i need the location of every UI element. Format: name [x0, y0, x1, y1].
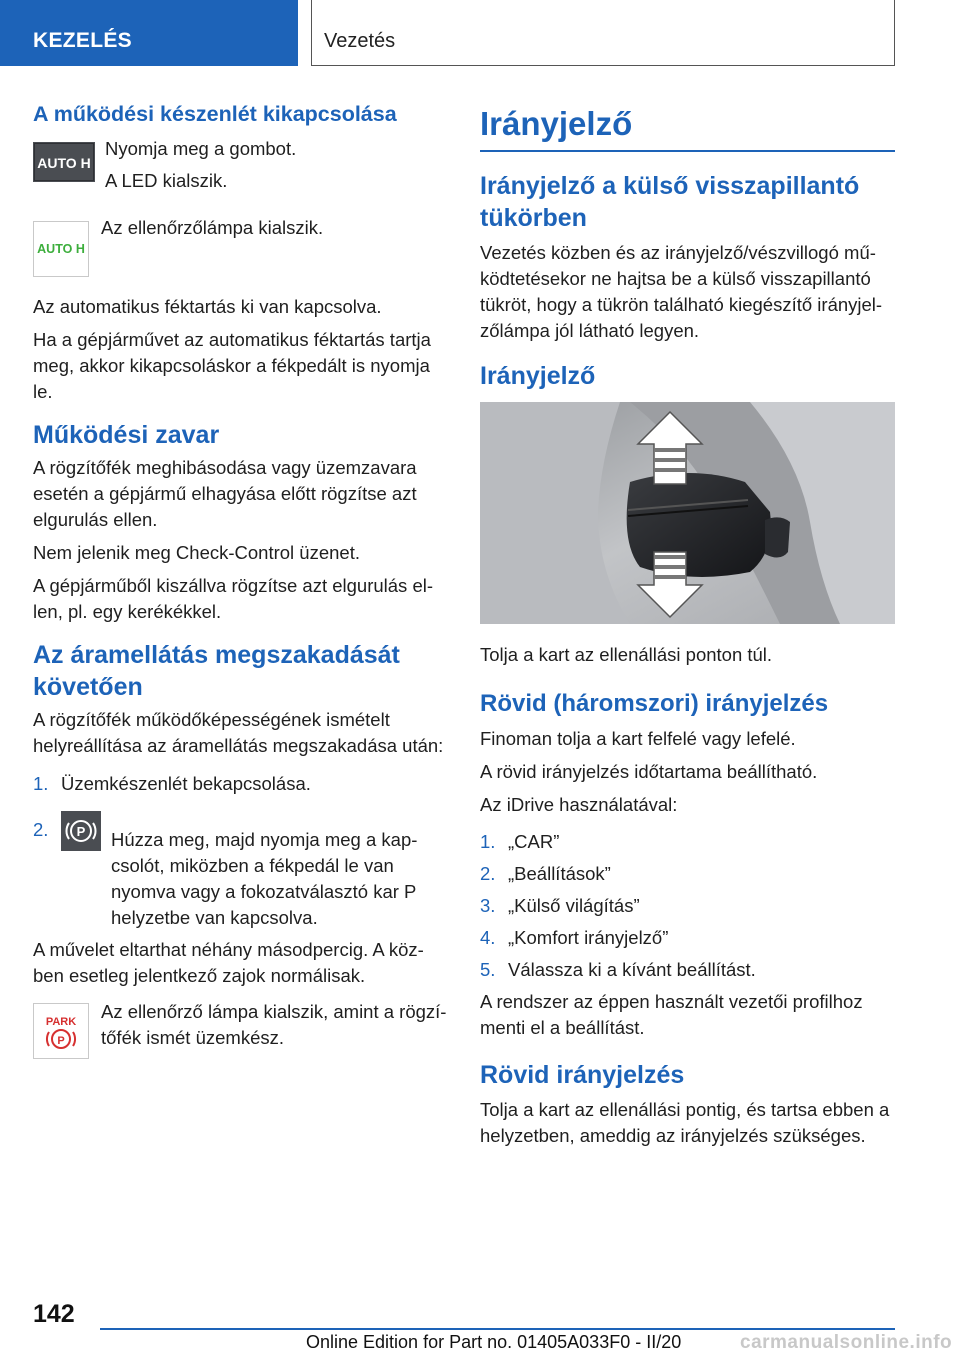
- park-indicator-label: PARK: [45, 1016, 77, 1028]
- menu-path-car: „CAR”: [508, 831, 560, 852]
- left-column: [33, 100, 447, 1064]
- menu-path-settings: „Beállítások”: [508, 863, 611, 884]
- svg-text:P: P: [76, 824, 86, 839]
- heading-brief-signal: Rövid irányjelzés: [480, 1061, 685, 1089]
- step-2-content: [61, 811, 447, 931]
- edition-text: Online Edition for Part no. 01405A033F0 - II/20: [306, 1332, 682, 1352]
- park-lamp-row: [33, 999, 447, 1064]
- step-number: 4.: [480, 927, 496, 948]
- svg-text:P: P: [57, 1035, 65, 1047]
- auto-h-button-label: AUTO H: [37, 155, 91, 171]
- list-item: [480, 893, 895, 919]
- auto-h-lamp-row: [33, 215, 447, 282]
- page-header: [0, 0, 960, 66]
- step-number: 5.: [480, 959, 496, 980]
- menu-path-comfort-signal: „Komfort irányjelző”: [508, 927, 669, 948]
- parking-brake-switch-icon: [61, 811, 101, 856]
- list-item: [480, 957, 895, 983]
- step-body: [61, 811, 447, 931]
- step-number: 2.: [33, 819, 49, 840]
- autohold-off-text: Az automatikus féktartás ki van kapcsolva.: [33, 296, 382, 317]
- triple-signal-text-1: Finoman tolja a kart felfelé vagy lefelé.: [480, 728, 796, 749]
- heading-turn-signal-2: Irányjelző: [480, 362, 596, 390]
- heading-power-interruption: Az áramellátás megszakadását követően: [33, 641, 400, 701]
- auto-h-indicator-icon: [33, 221, 89, 282]
- malfunction-text-3: A gépjárműből kiszállva rögzítse azt elgurulás el-len, pl. egy kerékékkel.: [33, 575, 433, 622]
- idrive-text: Az iDrive használatával:: [480, 794, 678, 815]
- section-tab: KEZELÉS: [0, 0, 298, 66]
- step-text: Üzemkészenlét bekapcsolása.: [61, 773, 311, 794]
- led-off-text: A LED kialszik.: [105, 170, 228, 191]
- heading-turn-signal: Irányjelző: [480, 104, 895, 152]
- heading-malfunction: Működési zavar: [33, 421, 220, 449]
- park-lamp-text: Az ellenőrző lámpa kialszik, amint a rögzí-tőfék ismét üzemkész.: [101, 1001, 447, 1048]
- step-text: Húzza meg, majd nyomja meg a kap-csolót, miközben a fékpedál le van nyomva vagy a fokozatválasztó kar P helyzetbe van kapcsolva.: [111, 829, 418, 928]
- list-item: [480, 829, 895, 855]
- turn-signal-stalk-image: [480, 402, 895, 624]
- list-item: [33, 811, 447, 931]
- watermark: carmanualsonline.info: [740, 1332, 953, 1353]
- auto-h-indicator-label: AUTO H: [37, 242, 85, 256]
- auto-h-button-row: [33, 136, 447, 201]
- auto-h-press-text: [103, 136, 296, 201]
- triple-signal-text-2: A rövid irányjelzés időtartama beállítható.: [480, 761, 818, 782]
- autohold-note-text: Ha a gépjárművet az automatikus féktartás tartja meg, akkor kikapcsoláskor a fékpedált is nyomja le.: [33, 329, 431, 402]
- power-interruption-text: A rögzítőfék működőképességének ismételt helyreállítása az áramellátás megszakadása után:: [33, 709, 444, 756]
- list-item: [480, 925, 895, 951]
- right-column: [480, 104, 895, 1156]
- auto-h-button-icon: [33, 142, 95, 187]
- step-number: 1.: [480, 831, 496, 852]
- chapter-title: Vezetés: [311, 0, 895, 66]
- list-item: [480, 861, 895, 887]
- malfunction-text-1: A rögzítőfék meghibásodása vagy üzemzavara esetén a gépjármű elhagyása előtt rögzítse azt elgurulás ellen.: [33, 457, 417, 530]
- press-button-text: Nyomja meg a gombot.: [105, 138, 297, 159]
- push-lever-text: Tolja a kart az ellenállási ponton túl.: [480, 644, 773, 665]
- step-number: 1.: [33, 773, 49, 794]
- menu-path-select: Válassza ki a kívánt beállítást.: [508, 959, 756, 980]
- wait-note-text: A művelet eltarthat néhány másodpercig. A köz-ben esetleg jelentkező zajok normálisak.: [33, 939, 424, 986]
- heading-deactivate: A működési készenlét kikapcsolása: [33, 102, 397, 126]
- footer-divider: [100, 1328, 895, 1330]
- step-number: 3.: [480, 895, 496, 916]
- step-number: 2.: [480, 863, 496, 884]
- park-indicator-icon: [33, 1003, 89, 1064]
- malfunction-text-2: Nem jelenik meg Check-Control üzenet.: [33, 542, 360, 563]
- heading-triple-signal: Rövid (háromszori) irányjelzés: [480, 690, 829, 717]
- menu-path-exterior-lighting: „Külső világítás”: [508, 895, 640, 916]
- brief-signal-text: Tolja a kart az ellenállási pontig, és tartsa ebben a helyzetben, ameddig az irányjelzés szükséges.: [480, 1099, 890, 1146]
- profile-text: A rendszer az éppen használt vezetői profilhoz menti el a beállítást.: [480, 991, 863, 1038]
- lamp-off-text: Az ellenőrzőlámpa kialszik.: [101, 217, 324, 238]
- mirror-signal-text: Vezetés közben és az irányjelző/vészvillogó mű-ködtetésekor ne hajtsa be a külső visszapillantó tükröt, hogy a tükrön található kiegészítő irányjel-zőlámpa jól látható legyen.: [480, 242, 883, 341]
- page-number: 142: [33, 1300, 75, 1328]
- list-item: [33, 771, 447, 797]
- heading-mirror-signal: Irányjelző a külső visszapillantó tükörben: [480, 172, 860, 232]
